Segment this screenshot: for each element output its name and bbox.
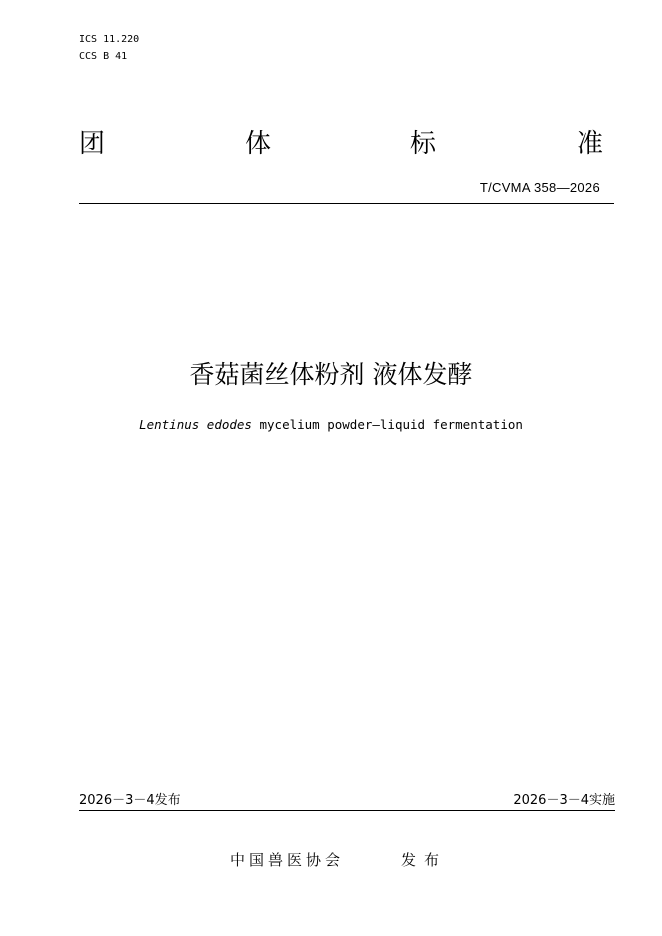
- document-title-english: [0, 417, 662, 433]
- document-title-chinese: 香菇菌丝体粉剂 液体发酵: [189, 360, 473, 389]
- standard-type-char: 准: [577, 129, 604, 159]
- publish-label: 发布: [401, 851, 448, 869]
- standard-type-char: 体: [245, 129, 272, 159]
- implementation-date: 2026－3－4实施: [513, 793, 615, 808]
- standard-type-char: 团: [79, 129, 106, 159]
- publish-date: 2026－3－4发布: [79, 793, 181, 808]
- ics-code: ICS 11.220: [79, 34, 140, 45]
- standard-type-char: 标: [410, 129, 437, 159]
- ccs-code: CCS B 41: [79, 51, 128, 62]
- species-name: Lentinus edodes: [139, 417, 252, 432]
- footer-divider: [79, 810, 615, 811]
- publisher-name: 中国兽医协会: [230, 851, 345, 869]
- standard-number: T/CVMA 358—2026: [479, 180, 600, 195]
- header-divider: [79, 203, 614, 204]
- title-english-rest: mycelium powder—liquid fermentation: [251, 417, 523, 432]
